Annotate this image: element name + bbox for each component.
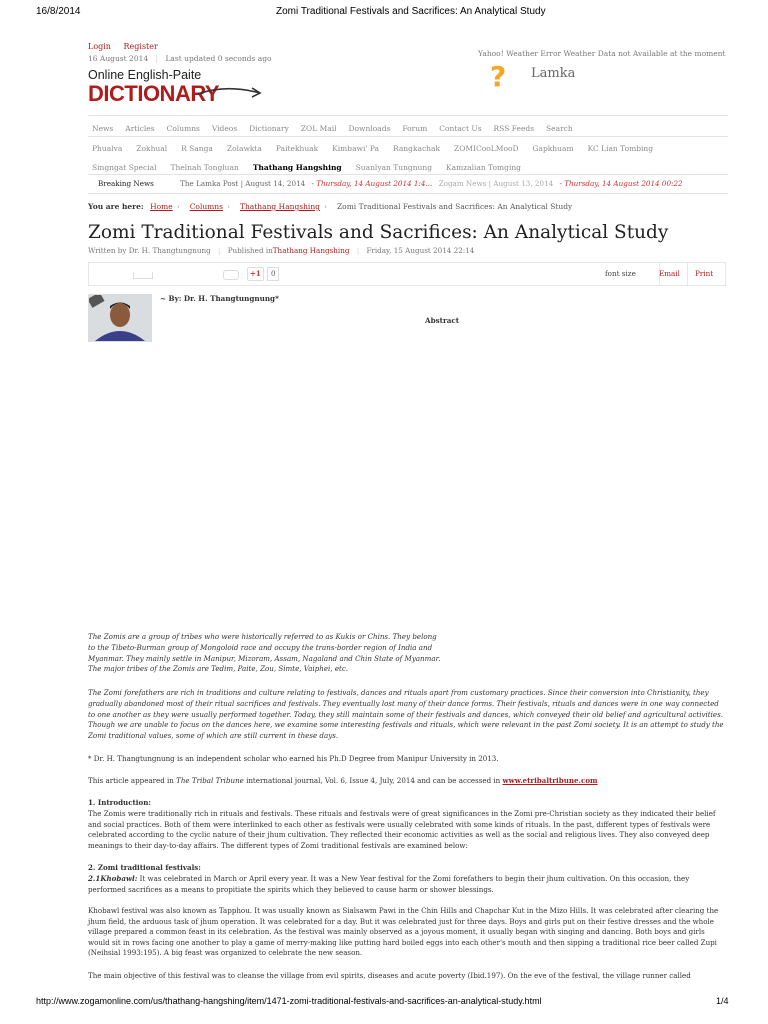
column-link[interactable]: Phualva	[92, 144, 123, 153]
column-link[interactable]: Rangkachak	[393, 144, 441, 153]
logo-line1: Online English-Paite	[88, 68, 202, 82]
breaking-item-date: - Thursday, 14 August 2014 00:22	[559, 179, 683, 188]
nav-columns[interactable]: Columns	[166, 124, 200, 133]
date-updated: 16 August 2014 | Last updated 0 seconds ago	[88, 54, 272, 63]
author-photo	[88, 294, 152, 342]
breadcrumb-current: Zomi Traditional Festivals and Sacrifices: An Analytical Study	[336, 202, 573, 211]
column-link[interactable]: Kimbawi' Pa	[332, 144, 380, 153]
article-meta: Written by Dr. H. Thangtungnung | Published inThathang Hangshing | Friday, 15 August 2014 22:14	[88, 246, 475, 255]
breadcrumb-author[interactable]: Thathang Hangshing	[239, 202, 320, 211]
logo-arrow-icon	[196, 82, 264, 104]
section-heading: 1. Introduction:	[88, 798, 152, 807]
column-link[interactable]: Thelnah Tongluan	[170, 163, 239, 172]
nav-videos[interactable]: Videos	[211, 124, 238, 133]
column-link[interactable]: Zolawkta	[226, 144, 262, 153]
abstract-paragraph: The Zomis are a group of tribes who were historically referred to as Kukis or Chins. They belong to the Tibeto-Burman group of Mongoloid race and occupy the trans-border region of India and Myanmar. They mainly settle in Manipur, Mizoram, Assam, Nagaland and Chin State of Myanmar. The major tribes of the Zomis are Tedim, Paite, Zou, Simte, Vaiphei, etc.	[88, 632, 441, 674]
print-page-number: 1/4	[716, 996, 729, 1006]
column-link[interactable]: Singngat Special	[92, 163, 157, 172]
gplus-count: 0	[267, 267, 279, 281]
column-link[interactable]: Paitekhuak	[275, 144, 319, 153]
author: Written by Dr. H. Thangtungnung	[88, 246, 211, 255]
weather-status: Yahoo! Weather Error Weather Data not Available at the moment	[478, 49, 726, 58]
author-note: * Dr. H. Thangtungnung is an independent scholar who earned his Ph.D Degree from Manipur University in 2013.	[88, 754, 499, 763]
column-link[interactable]: Kamzalian Tomging	[446, 163, 521, 172]
nav-downloads[interactable]: Downloads	[348, 124, 391, 133]
current-date: 16 August 2014	[88, 54, 149, 63]
journal-link[interactable]: www.etribaltribune.com	[502, 776, 598, 785]
publish-date: Friday, 15 August 2014 22:14	[366, 246, 475, 255]
subsection-text: It was celebrated in March or April every year. It was a New Year festival for the Zomi forefathers to begin their jhum cultivation. On this occasion, they performed sacrifices as a means to propitiate the spirits which they believed to cause harm or shower blessings.	[88, 874, 690, 894]
breaking-news-bar	[88, 174, 728, 194]
section-text: The Zomis were traditionally rich in rituals and festivals. These rituals and festivals were of great significances in the Zomi pre-Christian society as they indicated their belief and social practices. Both of them were interlinked to each other as festivals were usually celebrated with some kinds of rituals. In the past, different types of festivals were celebrated according to the cyclic nature of their jhum cultivation. They reflected their economic activities as well as the social and religious lives. They also conveyed deep meanings to their day-to-day affairs. The different types of Zomi traditional festivals are examined below:	[88, 809, 716, 850]
breaking-item-date: - Thursday, 14 August 2014 1:4...	[311, 179, 433, 188]
column-link[interactable]: ZOMICooLMooD	[454, 144, 519, 153]
appeared-note	[88, 776, 726, 787]
section-heading: 2. Zomi traditional festivals:	[88, 863, 201, 872]
subsection-heading: 2.1Khobawl:	[88, 874, 138, 883]
body-paragraph: Khobawl festival was also known as Tapphou. It was usually known as Sialsawm Pawi in the Chin Hills and Chapchar Kut in the Mizo Hills. It was celebrated after clearing the jhum field, the arduous task of jhum operation. It was celebrated for a day. But it was celebrated just for three days. Boys and girls put on their festive dresses and the whole village prepared a common feast in its celebration. As the festival was mainly observed as a joyous moment, it usually began with singing and dancing. Both boys and girls would sit in rows facing one another to play a game of merry-making like putting hard boiled eggs into each other's mouth and then sipping a traditional rice beer called Zupi (Neihsial 1993:195). A big feast was organized to celebrate the new season.	[88, 906, 719, 958]
auth-links	[88, 42, 158, 51]
appeared-pre: This article appeared in	[88, 776, 177, 785]
print-date: 16/8/2014	[36, 6, 81, 17]
abstract-paragraph: The Zomi forefathers are rich in traditions and culture relating to festivals, dances and rituals apart from customary practices. Since their conversion into Christianity, they gradually abandoned most of their ritual sacrifices and festivals. They eventually lost many of their dance forms. Their festivals, rituals and dances were in one way connected to one another as they were usually performed together. Today, they still maintain some of their festivals and dances, which conveyed their old belief and agricultural activities. Though we are unable to focus on the dances here, we examine some interesting festivals and rituals, which were relevant in the past Zomi society. It is an attempt to study the Zomi traditional values, some of which are still current in these days.	[88, 688, 724, 741]
breadcrumb-prefix: You are here:	[88, 202, 144, 211]
breaking-item[interactable]: Zogam News | August 13, 2014	[438, 179, 554, 188]
breaking-item[interactable]: The Lamka Post | August 14, 2014	[180, 179, 306, 188]
breadcrumb: You are here: Home › Columns › Thathang Hangshing › Zomi Traditional Festivals and Sacrifices: An Analytical Study	[88, 202, 573, 211]
breaking-label: Breaking News	[98, 179, 154, 188]
journal-name: The Tribal Tribune	[176, 776, 244, 785]
published-in: Published in	[227, 246, 273, 255]
column-link[interactable]: Zokhual	[136, 144, 168, 153]
column-link[interactable]: KC Lian Tombing	[587, 144, 654, 153]
weather-city: Lamka	[531, 66, 576, 81]
print-url: http://www.zogamonline.com/us/thathang-hangshing/item/1471-zomi-traditional-festivals-and-sacrifices-an-analytical-study.html	[36, 996, 542, 1006]
nav-forum[interactable]: Forum	[402, 124, 428, 133]
nav-rss-feeds[interactable]: RSS Feeds	[493, 124, 535, 133]
login-link[interactable]: Login	[88, 42, 111, 51]
share-widget[interactable]	[223, 270, 239, 280]
breadcrumb-home[interactable]: Home	[150, 202, 173, 211]
logo-line2: DICTIONARY	[88, 81, 220, 106]
last-updated: Last updated 0 seconds ago	[165, 54, 272, 63]
body-paragraph: The main objective of this festival was to cleanse the village from evil spirits, diseases and acute poverty (Ibid.197). On the eve of the festival, the village runner called	[88, 971, 691, 980]
columns-nav	[88, 139, 728, 177]
abstract-heading: Abstract	[425, 316, 460, 325]
page-title: Zomi Traditional Festivals and Sacrifices: An Analytical Study	[88, 222, 669, 243]
like-widget[interactable]	[133, 272, 153, 279]
print-doc-title: Zomi Traditional Festivals and Sacrifices: An Analytical Study	[276, 6, 546, 17]
email-button[interactable]: Email	[659, 269, 680, 278]
weather-icon: ?	[490, 60, 507, 93]
nav-zol-mail[interactable]: ZOL Mail	[300, 124, 337, 133]
article-byline: ~ By: Dr. H. Thangtungnung*	[160, 294, 279, 303]
column-link[interactable]: Suanlyan Tungnung	[355, 163, 433, 172]
article-toolbar	[88, 262, 726, 286]
appeared-post: international journal, Vol. 6, Issue 4, July, 2014 and can be accessed in	[243, 776, 503, 785]
nav-search[interactable]: Search	[546, 124, 573, 133]
column-link-active[interactable]: Thathang Hangshing	[252, 163, 342, 172]
category-link[interactable]: Thathang Hangshing	[272, 246, 350, 255]
column-link[interactable]: R Sanga	[181, 144, 213, 153]
nav-news[interactable]: News	[92, 124, 114, 133]
main-nav	[88, 115, 728, 137]
breadcrumb-columns[interactable]: Columns	[189, 202, 223, 211]
nav-dictionary[interactable]: Dictionary	[249, 124, 289, 133]
gplus-button[interactable]: +1	[247, 267, 264, 281]
nav-articles[interactable]: Articles	[125, 124, 155, 133]
font-size-control[interactable]: font size	[605, 269, 636, 278]
print-button[interactable]: Print	[695, 269, 714, 278]
section-text	[88, 874, 728, 895]
divider	[687, 263, 688, 285]
column-link[interactable]: Gapkhuam	[532, 144, 574, 153]
register-link[interactable]: Register	[123, 42, 158, 51]
nav-contact-us[interactable]: Contact Us	[439, 124, 482, 133]
